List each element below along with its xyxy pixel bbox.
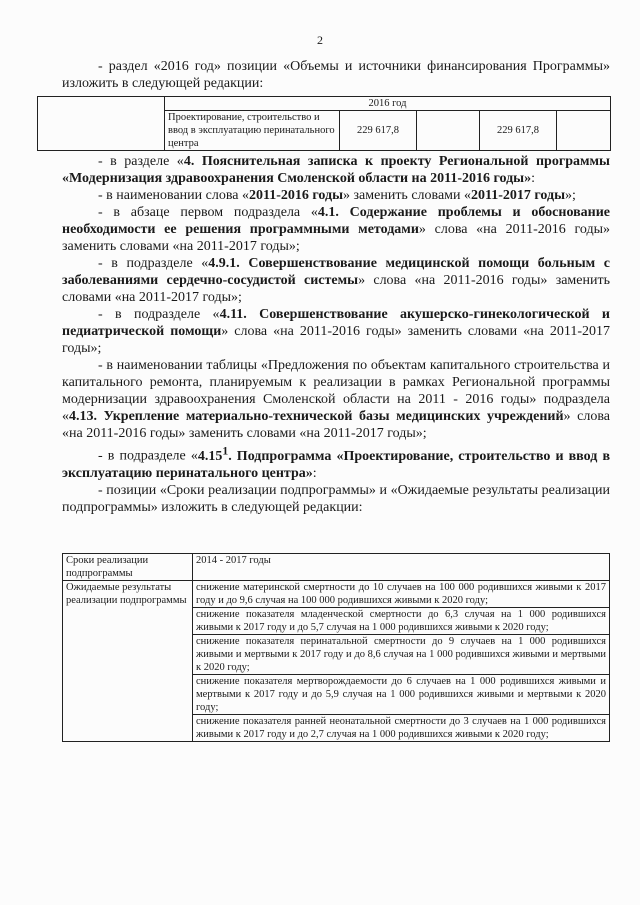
bold-text: 4. Пояснительная записка к проекту Региональной программы «Модернизация здравоохранения Смоленской области на 2011-2016 годы» — [62, 154, 610, 186]
superscript: 1 — [222, 444, 229, 457]
paragraph-4-9-1 — [62, 255, 610, 306]
table-row — [38, 97, 611, 111]
bold-text: 4.9.1. Совершенствование медицинской помощи больным с заболеваниями сердечно-сосудистой системы — [62, 256, 610, 288]
bold-text: 2011-2017 годы — [471, 188, 566, 203]
table-row — [63, 581, 610, 742]
amount-total-cell: 229 617,8 — [480, 111, 557, 151]
text: - в абзаце первом подраздела « — [98, 205, 318, 220]
result-item: снижение показателя младенческой смертности до 6,3 случая на 1 000 родившихся живыми к 2017 году и до 5,7 случая на 1 000 родившихся живыми к 2020 году; — [193, 607, 609, 634]
paragraph-4-13 — [62, 357, 610, 442]
bold-text: 4.13. Укрепление материально-технической базы медицинских учреждений — [69, 409, 564, 424]
result-item: снижение материнской смертности до 10 случаев на 100 000 родившихся живыми к 2017 году и до 9,6 случая на 100 000 родившихся живыми к 2020 году; — [196, 582, 606, 606]
paragraph-4-15-1 — [62, 442, 610, 482]
bold-text: 4.15 — [197, 448, 223, 464]
result-item: снижение показателя ранней неонатальной смертности до 3 случаев на 1 000 родившихся живыми к 2017 году и до 2,7 случая на 1 000 родившихся живыми к 2020 году; — [193, 714, 609, 741]
table-cell — [38, 97, 165, 151]
program-table — [62, 553, 610, 742]
paragraph-name — [62, 187, 610, 204]
result-item: снижение показателя перинатальной смертности до 9 случаев на 1 000 родившихся живыми и мертвыми к 2017 году и до 8,6 случая на 1 000 родившихся живыми и мертвыми к 2020 году; — [193, 634, 609, 674]
text: - в наименовании слова « — [98, 188, 249, 203]
paragraph-2016 — [62, 58, 610, 92]
row1-label: Сроки реализации подпрограммы — [63, 554, 193, 581]
text: »; — [565, 188, 576, 203]
text: » слова «на 2011-2016 годы» заменить словами «на 2011-2017 годы»; — [62, 324, 610, 356]
amendments-body — [62, 153, 610, 516]
text: - в подразделе « — [98, 307, 220, 322]
row1-value: 2014 - 2017 годы — [193, 554, 610, 581]
bold-text: . Подпрограмма «Проектирование, строительство и ввод в эксплуатацию перинатального центра» — [62, 448, 610, 481]
paragraph-2016-text: - раздел «2016 год» позиции «Объемы и источники финансирования Программы» изложить в следующей редакции: — [62, 59, 610, 91]
text: - в подразделе « — [98, 256, 209, 271]
text: » заменить словами « — [343, 188, 472, 203]
item-label: Проектирование, строительство и ввод в эксплуатацию перинатального центра — [165, 111, 340, 151]
page-number: 2 — [317, 33, 323, 47]
paragraph-4-1 — [62, 204, 610, 255]
table-row — [63, 554, 610, 581]
paragraph-positions: - позиции «Сроки реализации подпрограммы» и «Ожидаемые результаты реализации подпрограммы» изложить в следующей редакции: — [62, 482, 610, 515]
amount-cell: 229 617,8 — [340, 111, 417, 151]
text: » слова «на 2011-2016 годы» заменить словами «на 2011-2017 годы»; — [62, 222, 610, 254]
table-cell — [557, 111, 611, 151]
text: : — [312, 465, 317, 481]
text: - в подразделе « — [98, 448, 198, 464]
result-item: снижение показателя мертворождаемости до 6 случаев на 1 000 родившихся живыми и мертвыми к 2017 году и до 5,9 случая на 1 000 родившихся живыми и мертвыми к 2020 году; — [193, 674, 609, 714]
text: - в наименовании таблицы «Предложения по объектам капитального строительства и капитального ремонта, планируемым к реализации в рамках Региональной программы модернизации здравоохранения Смоленской области на 2011 - 2016 годы» подраздела « — [62, 358, 610, 424]
text: - в разделе « — [98, 154, 184, 169]
row2-label: Ожидаемые результаты реализации подпрограммы — [63, 581, 193, 742]
bold-text: 2011-2016 годы — [249, 188, 344, 203]
bold-text: 4.1. Содержание проблемы и обоснование необходимости ее решения программными методами — [62, 205, 611, 237]
text: : — [531, 171, 536, 186]
year-header: 2016 год — [165, 97, 611, 111]
paragraph-section4 — [62, 153, 610, 187]
text: » слова «на 2011-2016 годы» заменить словами «на 2011-2017 годы»; — [62, 273, 610, 305]
text: » слова «на 2011-2016 годы» заменить словами «на 2011-2017 годы»; — [62, 409, 610, 441]
bold-text: 4.11. Совершенствование акушерско-гинекологической и педиатрической помощи — [62, 307, 610, 339]
table-cell — [417, 111, 480, 151]
paragraph-4-11 — [62, 306, 610, 357]
funding-table — [37, 96, 611, 151]
results-cell — [193, 581, 610, 742]
